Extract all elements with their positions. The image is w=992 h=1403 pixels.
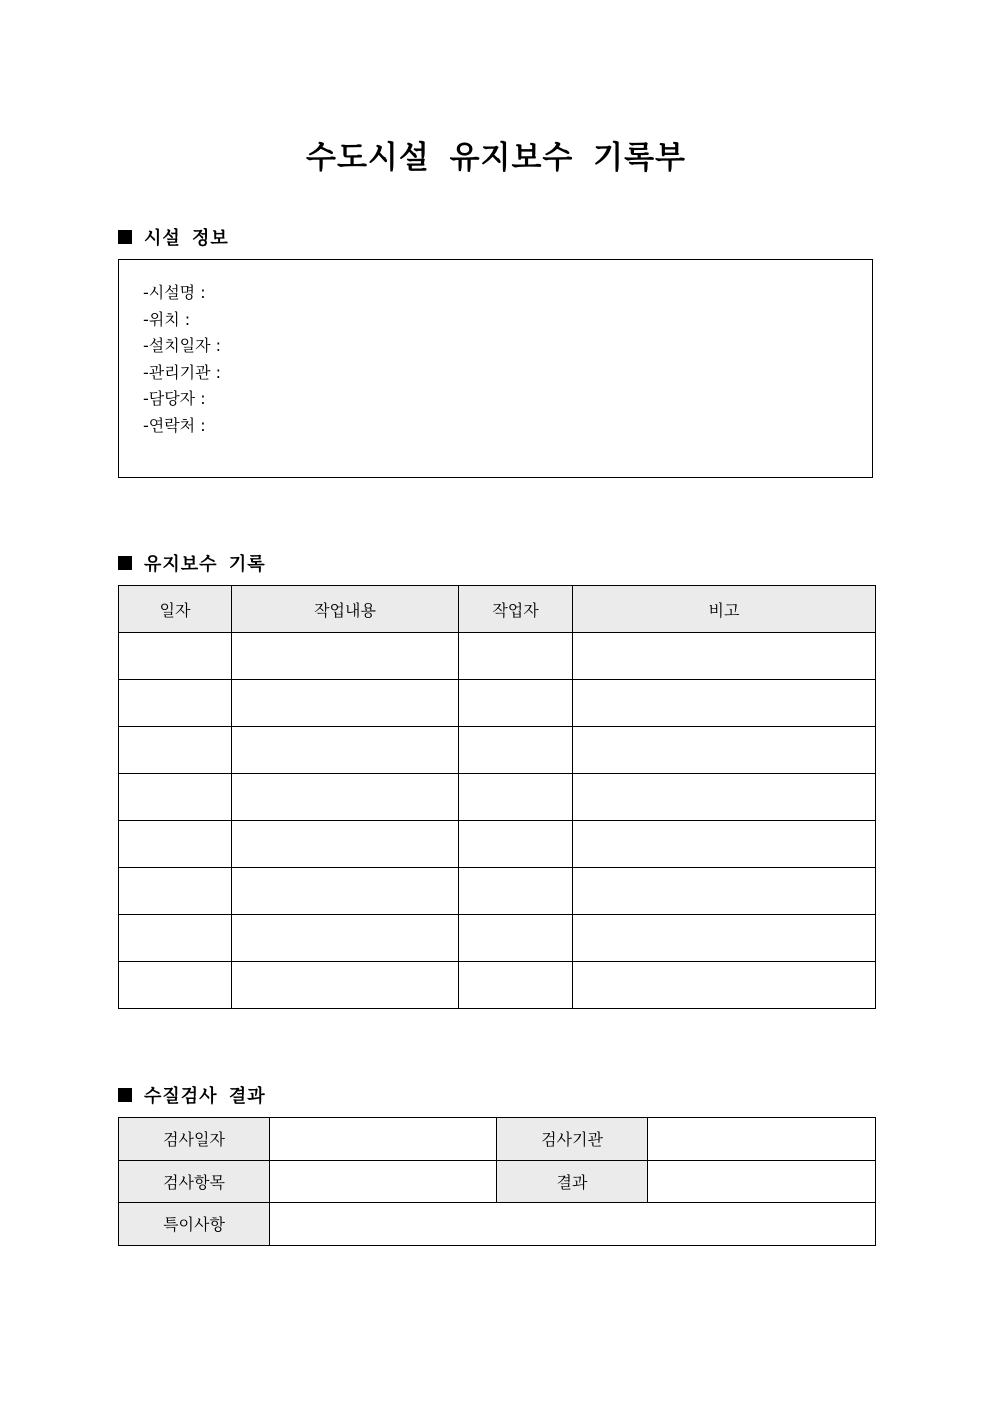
worker-cell[interactable] — [459, 774, 573, 821]
facility-info-box — [118, 259, 873, 478]
facility-name-line[interactable]: -시설명 : — [143, 283, 206, 302]
square-bullet-icon — [118, 1088, 132, 1102]
work-content-cell[interactable] — [232, 774, 459, 821]
managing-agency-line[interactable]: -관리기관 : — [143, 362, 222, 382]
table-row — [119, 1160, 876, 1203]
test-date-cell[interactable] — [270, 1118, 497, 1161]
water-test-heading-text: 수질검사 결과 — [144, 1086, 266, 1107]
worker-cell[interactable] — [459, 915, 573, 962]
facility-info-heading — [118, 224, 229, 250]
page-title: 수도시설 유지보수 기록부 — [306, 140, 686, 176]
table-row — [119, 821, 876, 868]
remarks-cell[interactable] — [573, 868, 876, 915]
test-date-label: 검사일자 — [119, 1118, 270, 1161]
work-content-cell[interactable] — [232, 727, 459, 774]
work-content-cell[interactable] — [232, 633, 459, 680]
work-content-cell[interactable] — [232, 915, 459, 962]
maintenance-heading-text: 유지보수 기록 — [144, 554, 266, 575]
remarks-cell[interactable] — [573, 633, 876, 680]
remarks-label: 특이사항 — [119, 1203, 270, 1246]
remarks-cell[interactable] — [573, 915, 876, 962]
location-line[interactable]: -위치 : — [143, 309, 191, 329]
table-row — [119, 680, 876, 727]
water-test-table — [118, 1117, 876, 1246]
install-date-line[interactable]: -설치일자 : — [143, 336, 222, 356]
test-items-label: 검사항목 — [119, 1160, 270, 1203]
remarks-cell[interactable] — [270, 1203, 876, 1246]
table-row — [119, 868, 876, 915]
date-cell[interactable] — [119, 868, 232, 915]
worker-cell[interactable] — [459, 868, 573, 915]
column-header-remarks: 비고 — [573, 586, 876, 633]
table-row — [119, 1203, 876, 1246]
result-label: 결과 — [497, 1160, 648, 1203]
column-header-worker: 작업자 — [459, 586, 573, 633]
table-row — [119, 1118, 876, 1161]
worker-cell[interactable] — [459, 962, 573, 1009]
date-cell[interactable] — [119, 821, 232, 868]
square-bullet-icon — [118, 556, 132, 570]
maintenance-table — [118, 585, 876, 1009]
worker-cell[interactable] — [459, 680, 573, 727]
table-row — [119, 727, 876, 774]
remarks-cell[interactable] — [573, 680, 876, 727]
remarks-cell[interactable] — [573, 774, 876, 821]
test-items-cell[interactable] — [270, 1160, 497, 1203]
date-cell[interactable] — [119, 727, 232, 774]
table-row — [119, 774, 876, 821]
test-agency-label: 검사기관 — [497, 1118, 648, 1161]
table-row — [119, 633, 876, 680]
date-cell[interactable] — [119, 774, 232, 821]
column-header-work-content: 작업내용 — [232, 586, 459, 633]
maintenance-header-row — [119, 586, 876, 633]
worker-cell[interactable] — [459, 727, 573, 774]
result-cell[interactable] — [648, 1160, 876, 1203]
table-row — [119, 915, 876, 962]
remarks-cell[interactable] — [573, 727, 876, 774]
facility-info-heading-text: 시설 정보 — [144, 228, 229, 249]
contact-line[interactable]: -연락처 : — [143, 415, 206, 435]
worker-cell[interactable] — [459, 633, 573, 680]
date-cell[interactable] — [119, 633, 232, 680]
work-content-cell[interactable] — [232, 868, 459, 915]
test-agency-cell[interactable] — [648, 1118, 876, 1161]
water-test-heading — [118, 1082, 266, 1108]
date-cell[interactable] — [119, 680, 232, 727]
manager-line[interactable]: -담당자 : — [143, 389, 206, 409]
column-header-date: 일자 — [119, 586, 232, 633]
date-cell[interactable] — [119, 962, 232, 1009]
work-content-cell[interactable] — [232, 821, 459, 868]
square-bullet-icon — [118, 230, 132, 244]
table-row — [119, 962, 876, 1009]
maintenance-table-body — [119, 633, 876, 1009]
remarks-cell[interactable] — [573, 962, 876, 1009]
work-content-cell[interactable] — [232, 962, 459, 1009]
worker-cell[interactable] — [459, 821, 573, 868]
work-content-cell[interactable] — [232, 680, 459, 727]
remarks-cell[interactable] — [573, 821, 876, 868]
maintenance-heading — [118, 550, 266, 576]
date-cell[interactable] — [119, 915, 232, 962]
